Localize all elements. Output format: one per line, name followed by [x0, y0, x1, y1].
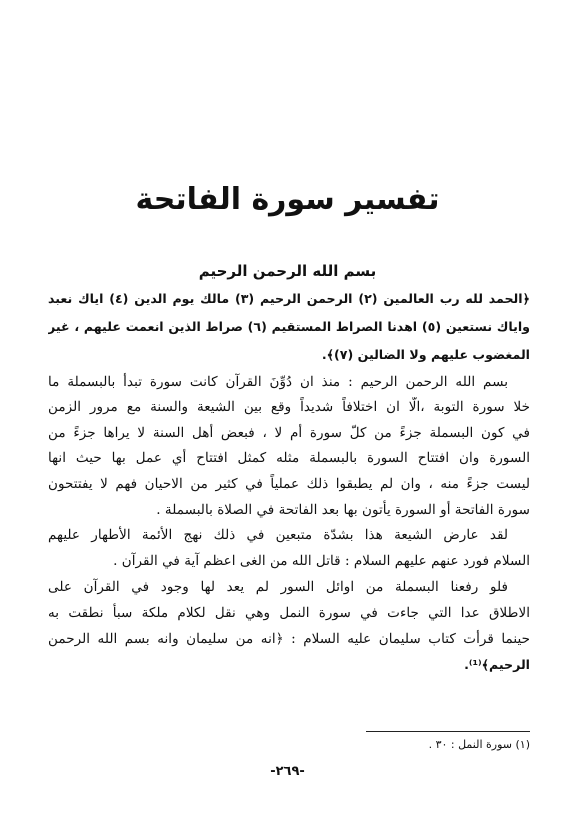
- verse-line-1: ﴿الحمد لله رب العالمين (٢) الرحمن الرحيم (٣) مالك يوم الدين (٤) اياك نعبد: [48, 291, 530, 306]
- paragraph1-line-2: خلا سورة التوبة ،الّا ان اختلافاً شديداً وقع بين الشيعة والسنة مع مرور الزمن: [48, 399, 530, 415]
- footnote: (١) سورة النمل : ٣٠ .: [428, 738, 530, 751]
- paragraph1-line-4: السورة وان افتتاح السورة بالبسملة مثله كمثل افتتاح أي عمل بها حيث انها: [48, 450, 530, 466]
- paragraph1-line-3: في كون البسملة جزءً من كلّ سورة أم لا ، فبعض أهل السنة لا يراها جزءً من: [48, 425, 530, 441]
- paragraph3-line-2: الاطلاق عدا التي جاءت في سورة النمل وهي نقل لكلام ملكة سبأ نطقت به: [48, 605, 530, 621]
- paragraph2-line-2: السلام فورد عنهم عليهم السلام : قاتل الله من الغى اعظم آية في القرآن .: [113, 553, 530, 569]
- verse-line-3: المغضوب عليهم ولا الضالين (٧)﴾.: [321, 347, 530, 362]
- paragraph3-line-3: حينما قرأت كتاب سليمان عليه السلام : ﴿انه من سليمان وانه بسم الله الرحمن: [48, 631, 530, 647]
- paragraph2-line-1: لقد عارض الشيعة هذا بشدّة متبعين في ذلك نهج الأئمة الأطهار عليهم: [48, 527, 508, 543]
- paragraph1-line-6: سورة الفاتحة أو السورة يأتون بها بعد الفاتحة في الصلاة بالبسملة .: [156, 502, 530, 518]
- page-title: تفسير سورة الفاتحة: [135, 182, 440, 217]
- footnote-divider: [366, 731, 530, 732]
- basmala-heading: بسم الله الرحمن الرحيم: [198, 262, 377, 280]
- paragraph1-line-5: ليست جزءً منه ، وان لم يطبقوا ذلك عملياً في كثير من الاحيان فهم لا يفتتحون: [48, 476, 530, 492]
- verse-line-2: واياك نستعين (٥) اهدنا الصراط المستقيم (٦) صراط الذين انعمت عليهم ، غير: [48, 319, 530, 334]
- paragraph1-line-1: بسم الله الرحمن الرحيم : منذ ان دُوِّنَ القرآن كانت سورة تبدأ بالبسملة ما: [48, 374, 508, 390]
- page-number: -٢٦٩-: [270, 764, 305, 779]
- paragraph3-line-1: فلو رفعنا البسملة من اوائل السور لم يعد لها وجود في القرآن على: [48, 579, 508, 595]
- paragraph3-line-4: الرحيم﴾⁽¹⁾.: [464, 657, 530, 672]
